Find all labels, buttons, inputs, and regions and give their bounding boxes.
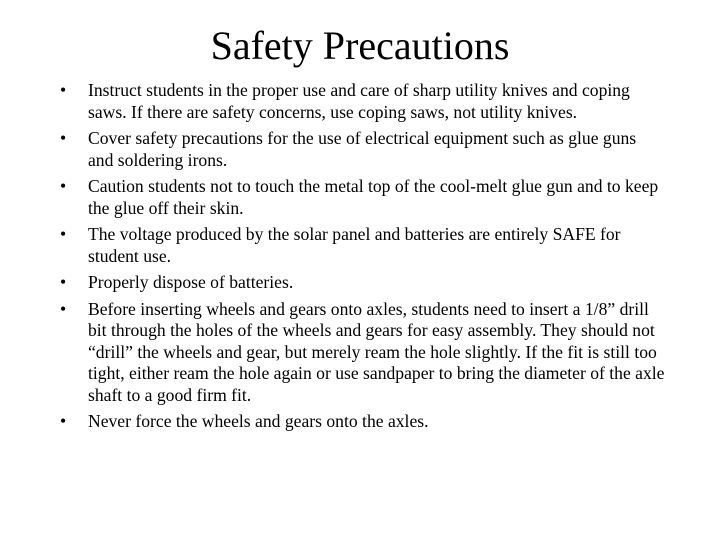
bullet-item [60, 299, 665, 407]
bullet-item [60, 411, 665, 433]
bullet-list [60, 80, 665, 438]
bullet-icon: • [60, 298, 67, 319]
bullet-icon: • [60, 411, 67, 431]
bullet-item [60, 272, 665, 294]
bullet-icon: • [60, 224, 67, 244]
bullet-icon: • [60, 176, 67, 196]
bullet-text: Cover safety precautions for the use of electrical equipment such as glue guns and soldering irons. [88, 128, 637, 170]
bullet-item [60, 80, 665, 123]
bullet-text: Before inserting wheels and gears onto axles, students need to insert a 1/8” drill bit through the holes of the wheels and gears for easy assembly. They should not “drill” the wheels and gear, but merely ream the hole slightly. If the fit is still too tight, either ream the hole again or use sandpaper to bring the diameter of the axle shaft to a good firm fit. [88, 298, 665, 405]
bullet-icon: • [60, 80, 67, 100]
bullet-item [60, 128, 665, 171]
bullet-item [60, 224, 665, 267]
bullet-text: Instruct students in the proper use and care of sharp utility knives and coping saws. If there are safety concerns, use coping saws, not utility knives. [88, 80, 630, 122]
bullet-text: Properly dispose of batteries. [88, 272, 294, 292]
bullet-icon: • [60, 128, 67, 148]
bullet-icon: • [60, 272, 67, 292]
bullet-item [60, 176, 665, 219]
bullet-text: Caution students not to touch the metal top of the cool-melt glue gun and to keep the glue off their skin. [88, 176, 659, 218]
bullet-text: Never force the wheels and gears onto the axles. [88, 411, 429, 431]
bullet-text: The voltage produced by the solar panel and batteries are entirely SAFE for student use. [88, 224, 621, 266]
slide-title: Safety Precautions [210, 23, 510, 68]
